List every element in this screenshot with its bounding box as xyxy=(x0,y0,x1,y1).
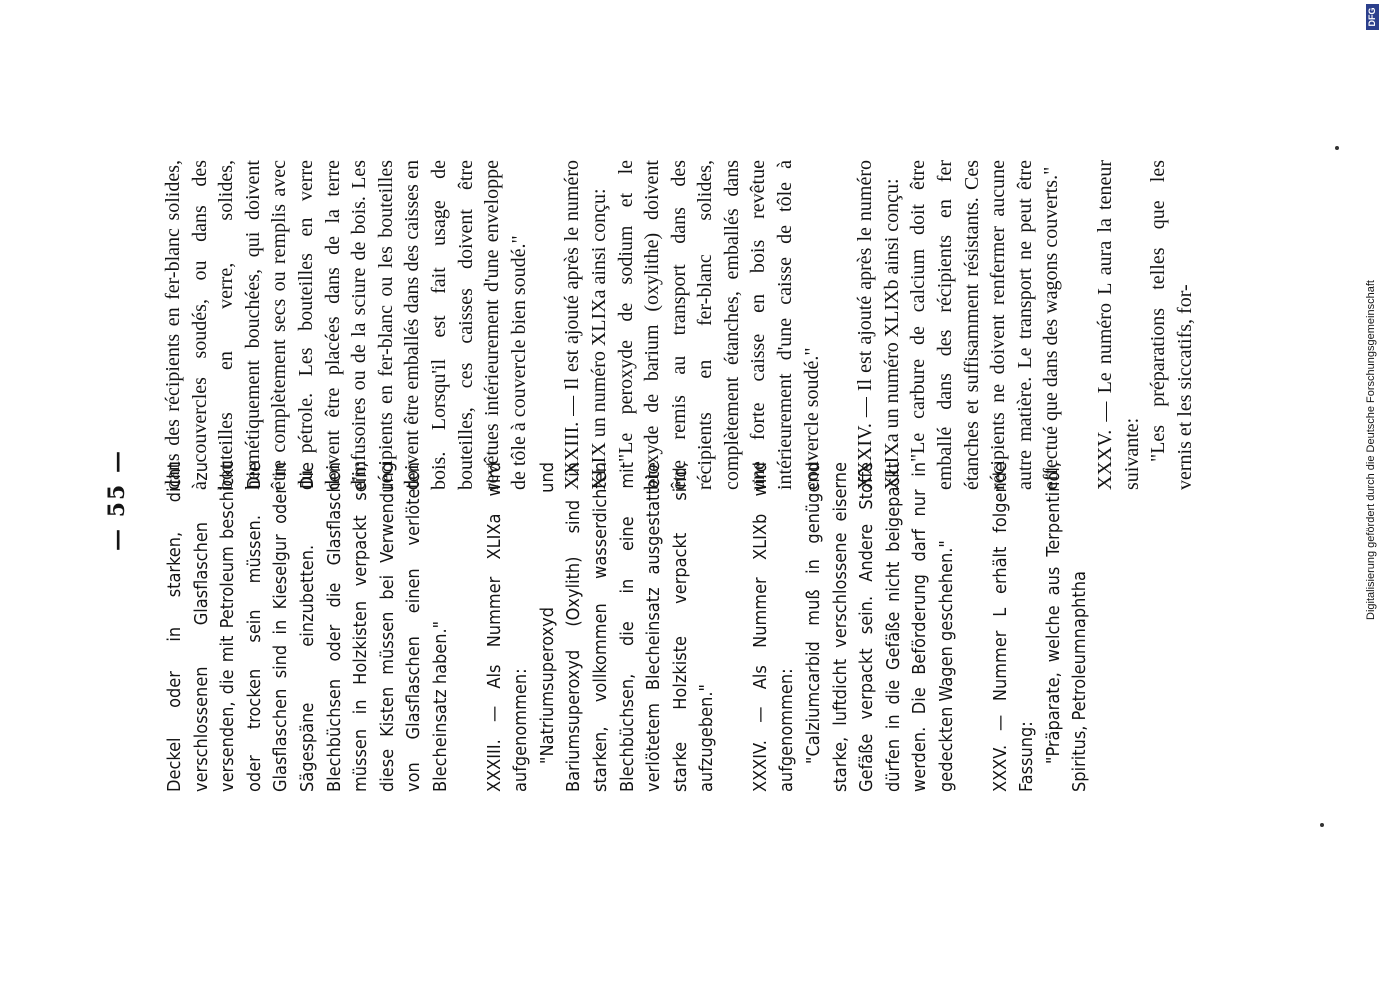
page-number: — 55 — xyxy=(104,449,130,551)
french-paragraph: "Le peroxyde de sodium et le bioxyde de barium (oxylithe) doivent être remis au transport dans des récipients en fer-blanc solides, complètement étanches, emballés dans une forte caisse en bois revêtue intérieurement d'une caisse de tôle à couvercle soudé." xyxy=(614,160,823,490)
german-paragraph: Deckel oder in starken, dicht verschlossenen Glasflaschen zu versenden, die mit Petroleum beschickt oder trocken sein müssen. Die Glasflaschen sind in Kieselgur oder in Sägespäne einzubetten. Die Blechbüchsen oder die Glasflaschen müssen in Holzkisten verpackt sein; diese Kisten müssen bei Verwendung von Glasflaschen einen verlöteten Blecheinsatz haben." xyxy=(164,462,451,792)
french-section-heading: XXXV. — Le numéro L aura la teneur suivante: xyxy=(1094,160,1143,490)
german-paragraph: "Präparate, welche aus Terpentinöl, Spiritus, Petroleumnaphtha xyxy=(1042,462,1091,792)
german-paragraph: "Calziumcarbid muß in genügend starke, luftdicht verschlossene eiserne Gefäße verpackt sein. Andere Stoffe dürfen in die Gefäße nicht beigepackt werden. Die Beförderung darf nur in gedeckten Wagen geschehen." xyxy=(803,462,958,792)
french-section-heading: XXXIII. — Il est ajouté après le numéro XLIX un numéro XLIXa ainsi conçu: xyxy=(561,160,610,490)
french-column xyxy=(160,160,1198,490)
german-section-heading: XXXIII. — Als Nummer XLIXa wird aufgenommen: xyxy=(483,462,532,792)
digitization-footer xyxy=(1365,0,1383,1000)
funding-note: Digitalisierung gefördert durch die Deutsche Forschungsgemeinschaft xyxy=(1365,280,1377,620)
french-section-heading: XXXIV. — Il est ajouté après le numéro XLIXa un numéro XLIXb ainsi conçu: xyxy=(854,160,903,490)
dfg-logo: DFG xyxy=(1366,4,1379,30)
german-section-heading: XXXV. — Nummer L erhält folgende Fassung: xyxy=(989,462,1038,792)
scan-speck xyxy=(1320,823,1324,827)
german-paragraph: "Natriumsuperoxyd und Bariumsuperoxyd (Oxylith) sind in starken, vollkommen wasserdichten Blechbüchsen, die in eine mit verlötetem Blecheinsatz ausgestattete starke Holzkiste verpackt sind, aufzugeben." xyxy=(536,462,718,792)
french-paragraph: "Le carbure de calcium doit être emballé dans des récipients en fer étanches et suffisamment résistants. Ces récipients ne doivent renfermer aucune autre matière. Le transport ne peut être effectué que dans des wagons couverts." xyxy=(907,160,1063,490)
french-paragraph: "Les préparations telles que les vernis et les siccatifs, for- xyxy=(1147,160,1196,490)
french-paragraph: dans des récipients en fer-blanc solides, à couvercles soudés, ou dans des bouteilles en verre, solides, hermétiquement bouchées, qui doivent être complètement secs ou remplis avec du pétrole. Les bouteilles en verre doivent être placées dans de la terre d'infusoires ou de la sciure de bois. Les récipients en fer-blanc ou les bouteilles doivent être emballés dans des caisses en bois. Lorsqu'il est fait usage de bouteilles, ces caisses doivent être revêtues intérieurement d'une enveloppe de tôle à couvercle bien soudé." xyxy=(162,160,530,490)
german-column xyxy=(162,462,1094,792)
scan-speck xyxy=(1335,146,1339,150)
german-section-heading: XXXIV. — Als Nummer XLIXb wird aufgenommen: xyxy=(749,462,798,792)
